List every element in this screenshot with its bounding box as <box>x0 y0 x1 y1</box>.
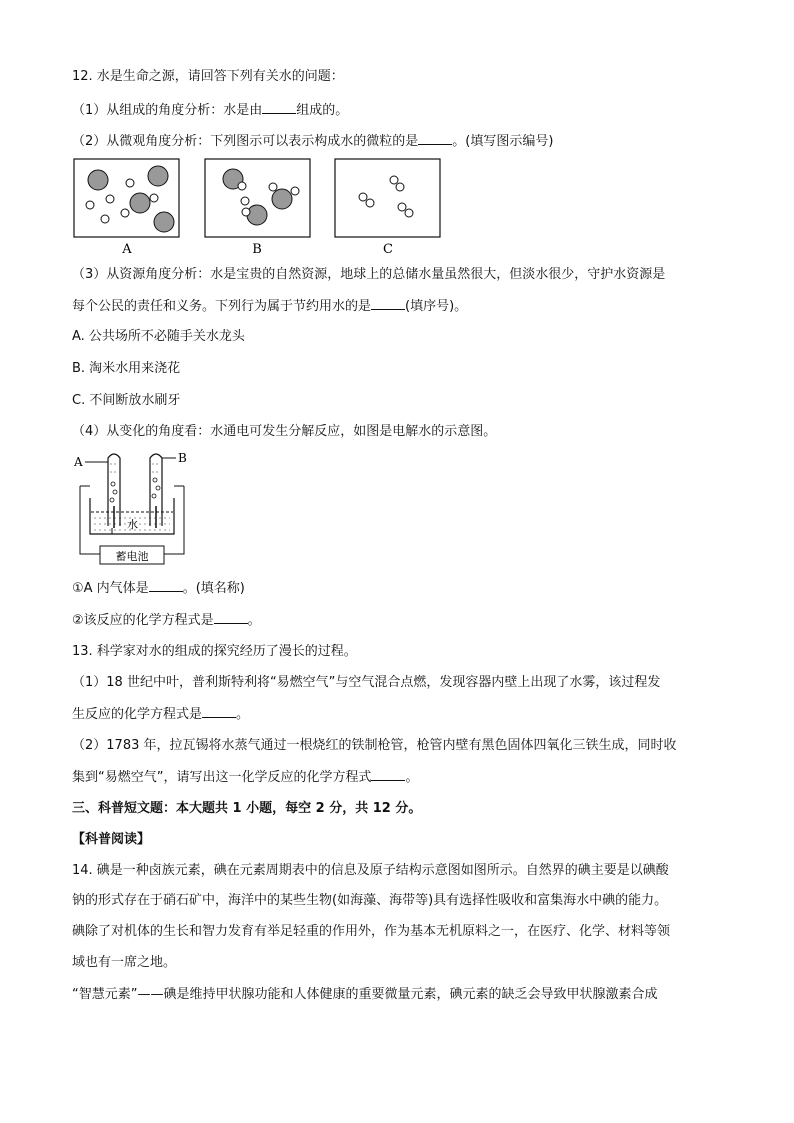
q12-part3-line2 <box>72 297 467 316</box>
q12-part2-text-b: 。(填写图示编号) <box>452 134 554 149</box>
tube-a-label: A <box>74 455 83 469</box>
q13-part2-text-a: 集到“易燃空气”，请写出这一化学反应的化学方程式 <box>72 770 372 785</box>
q13-title: 13. 科学家对水的组成的探究经历了漫长的过程。 <box>72 644 357 659</box>
q12-sub2-text-a: ②该反应的化学方程式是 <box>72 613 214 628</box>
q12-part3-text-a: 每个公民的责任和义务。下列行为属于节约用水的是 <box>72 299 372 314</box>
q12-part1 <box>72 101 348 120</box>
answer-blank <box>262 101 296 114</box>
q14-line5: “智慧元素”——碘是维持甲状腺功能和人体健康的重要微量元素，碘元素的缺乏会导致甲状腺激素合成 <box>72 987 658 1002</box>
answer-blank <box>371 297 405 310</box>
electrolysis-diagram <box>72 446 212 570</box>
section-heading: 三、科普短文题：本大题共 1 小题，每空 2 分，共 12 分。 <box>72 801 422 816</box>
figure-c <box>335 159 440 257</box>
q12-part1-text-a: （1）从组成的角度分析：水是由 <box>72 103 263 118</box>
particle-figures <box>70 156 450 258</box>
figure-a <box>74 159 179 257</box>
figure-b-label: B <box>252 242 262 257</box>
q14-line4: 域也有一席之地。 <box>72 955 177 970</box>
q12-part2 <box>72 132 553 151</box>
tube-b-label: B <box>178 451 187 465</box>
q12-part1-text-b: 组成的。 <box>296 103 349 118</box>
q14-line1: 14. 碘是一种卤族元素，碘在元素周期表中的信息及原子结构示意图如图所示。自然界的碘主要是以碘酸 <box>72 863 669 878</box>
q12-sub2 <box>72 611 261 630</box>
figure-c-label: C <box>383 242 393 257</box>
q12-part4: （4）从变化的角度看：水通电可发生分解反应，如图是电解水的示意图。 <box>72 424 497 439</box>
q12-sub1-text-a: ①A 内气体是 <box>72 581 149 596</box>
option-a: A. 公共场所不必随手关水龙头 <box>72 329 245 344</box>
answer-blank <box>418 132 452 145</box>
q13-part1-text-a: 生反应的化学方程式是 <box>72 707 203 722</box>
q12-part3-line1: （3）从资源角度分析：水是宝贵的自然资源，地球上的总储水量虽然很大，但淡水很少，守护水资源是 <box>72 267 666 282</box>
figure-b <box>205 159 310 257</box>
q13-part1-line2 <box>72 705 249 724</box>
q13-part2-line2 <box>72 768 419 787</box>
q13-part2-line1: （2）1783 年，拉瓦锡将水蒸气通过一根烧红的铁制枪管，枪管内壁有黑色固体四氧化三铁生成，同时收 <box>72 738 677 753</box>
q12-title: 12. 水是生命之源，请回答下列有关水的问题： <box>72 69 344 84</box>
q12-part3-text-b: (填序号)。 <box>405 299 468 314</box>
battery-label: 蓄电池 <box>115 550 149 563</box>
section-subheading: 【科普阅读】 <box>72 832 151 847</box>
q14-line3: 碘除了对机体的生长和智力发育有举足轻重的作用外，作为基本无机原料之一，在医疗、化学、材料等领 <box>72 924 671 939</box>
q14-line2: 钠的形式存在于硝石矿中，海洋中的某些生物(如海藻、海带等)具有选择性吸收和富集海水中碘的能力。 <box>72 893 668 908</box>
option-b: B. 淘米水用来浇花 <box>72 361 181 376</box>
q13-part1-line1: （1）18 世纪中叶，普利斯特利将“易燃空气”与空气混合点燃，发现容器内壁上出现了水雾，该过程发 <box>72 675 661 690</box>
answer-blank <box>214 611 248 624</box>
answer-blank <box>202 705 236 718</box>
q12-sub2-text-b: 。 <box>247 613 261 628</box>
q12-part2-text-a: （2）从微观角度分析：下列图示可以表示构成水的微粒的是 <box>72 134 419 149</box>
option-c: C. 不间断放水刷牙 <box>72 393 181 408</box>
answer-blank <box>149 579 183 592</box>
figure-a-label: A <box>122 242 132 257</box>
answer-blank <box>371 768 405 781</box>
q12-sub1-text-b: 。(填名称) <box>182 581 245 596</box>
q13-part2-text-b: 。 <box>405 770 419 785</box>
q12-sub1 <box>72 579 245 598</box>
water-label: 水 <box>127 518 138 531</box>
q13-part1-text-b: 。 <box>236 707 250 722</box>
